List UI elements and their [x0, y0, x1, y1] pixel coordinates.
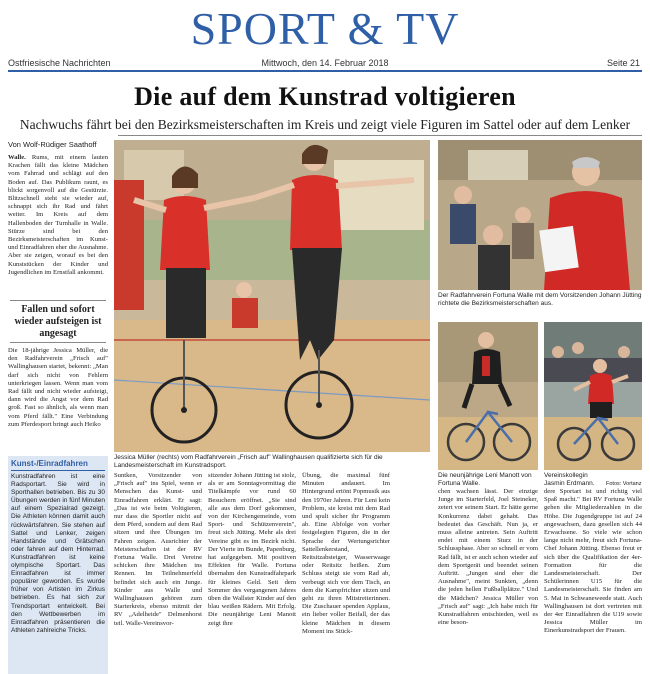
lead-text: Rums, mit einem lauten Krachen fällt das kleine Mädchen vom Fahrrad und schlägt auf den Boden auf. Das Publikum raunt, es blickt sorgenvoll auf die Gestürzte. Blitzschnell steht sie wieder auf, schnappt sich ihr Rad und fährt weiter. Im Kreis auf dem Hallenboden der Turnhalle in Walle. Stürze sind bei den Bezirksmeisterschaften im Kunst- und Einradfahren eher die Ausnahme. Aber sie zeigen, worauf es bei den Kunststücken der Kinder und Jugendlichen im Ernstfall ankommt.	[8, 154, 108, 276]
main-photo-caption: Jessica Müller (rechts) vom Radfahrverein „Frisch auf" Wallinghausen qualifizierte sich für die Landesmeisterschaft im Kunstradsport.	[114, 454, 383, 469]
info-box	[8, 456, 108, 674]
lead-paragraph	[8, 154, 108, 292]
headline: Die auf dem Kunstrad voltigieren	[134, 82, 516, 111]
dateline: Walle.	[8, 154, 26, 161]
pull-quote: Fallen und sofort wieder aufsteigen ist angesagt	[14, 304, 102, 339]
column-2-text: Suntken, Vorsitzender von „Frisch auf" ins Spiel, wenn er Menschen das Kunst- und Einradfahren erklärt. Er sagt: „Das ist wie beim Voltigieren, nur dass die Sportler nicht auf dem Pferd, sondern auf dem Rad sitzen und ihre Übungen im Fahren zeigen. Ausrichter der Meisterschaften ist der RV Fortuna Walle. Drei Vereine schicken ihre Mädchen ins Rennen. Im Teilnehmerfeld befindet sich auch ein Junge. Kinder aus Walle und Wallinghausen gehören zum Starterkreis, ebenso mitmit der RV „Adelheide" Delmenhorst teil. Walle-Vereinsvor-	[114, 472, 202, 627]
photo-leni	[438, 322, 538, 470]
issue-date: Mittwoch, den 14. Februar 2018	[261, 58, 389, 68]
paper-name: Ostfriesische Nachrichten	[8, 58, 111, 68]
subhead-rule	[118, 135, 642, 136]
subheadline: Nachwuchs fährt bei den Bezirksmeisterschaften im Kreis und zeigt viele Figuren im Sattel oder auf dem Lenker	[19, 117, 631, 132]
top-right-photo	[438, 140, 642, 290]
column-6-text: dere Sportart ist und richtig viel Spaß macht." Bei RV Fortuna Walle gehen die Mitgliederzahlen in die Höhe. Die Jugendgruppe ist auf 24 angewachsen, dazu gesellen sich 44 Erwachsene. So viele wie schon lange nicht mehr, freut sich Fortuna-Chef Johann Jütting. Ebenso freut er sich über die Qualifikation der 4er-Formation für die Landesmeisterschaft. Der Schülerinnen U15 für die Landesmeisterschaft. Sie finden am 5. Mai in Schwaneweede statt. Auch Wallinghausen ist dort vertreten mit der 4er Einradfahren die U19 sowie Jessica Müller im Einerkunstradsport der Frauen.	[544, 488, 642, 635]
column-3-text: sitzender Johann Jütting ist stolz, als er am Sonntagvormittag die Titelkämpfe vor rund 60 Besuchern eröffnet. „Sie sind alle aus dem Dorf gekommen, von der Kirchengemeinde, vom Sport- und Schützenverein", freut sich Jütting. Mehr als drei Vereine gibt es im Bezirk nicht. Der Vierte im Bunde, Papenburg, hat aufgegeben. Mit positiven Effekten für Walle. Fortuna übernahm den Kunstradfahrpark für kleines Geld. Seit dem Sommer des vergangenen Jahres üben die Wallster Kinder auf den blau weißen Rädern. Mit Erfolg. Die neunjährige Leni Manott zeigt ihre	[208, 472, 296, 627]
top-right-caption: Der Radfahrverein Fortuna Walle mit dem Vorsitzenden Johann Jütting richtete die Bezirksmeisterschaften aus.	[438, 292, 642, 307]
photo-credit: Fotos: Vortanz	[606, 481, 642, 487]
column-1-text: Die 18-jährige Jessica Müller, die den Radfahrverein „Frisch auf" Wallinghausen startet, bekennt: „Man darf sich nicht von Fehlern unterkriegen lassen. Wenn man vom Rad fällt und nicht wieder aufsteigt, dann wird die Angst vor dem Rad groß. Fast so ähnlich, als wenn man vom Pferd fällt." Eine Verbindung zum Pferdesport bringt auch Heiko	[8, 347, 108, 428]
callout-rule-top	[10, 300, 106, 301]
info-box-title: Kunst-/Einradfahren	[11, 459, 88, 468]
photo-jasmin	[544, 322, 642, 470]
main-photo	[114, 140, 430, 452]
masthead-title: SPORT & TV	[190, 3, 460, 54]
info-box-rule	[11, 470, 105, 471]
callout-rule-bottom	[10, 342, 106, 343]
column-5-text: chen wachsen lässt. Der einzige Junge im Starterfeld, Joel Steineker, zetert vor seinem Start. Er hätte gerne Konkurrenz dabei gehabt. Das bedeutet das Geschäft. Nun ja, er muss alleine antreten. Sein Auftritt endet mit einem Sturz in der Schlussphase. Aber so schnell er vom Rad fällt, ist er auch schon wieder auf dem Sportgerät und beendet seinen Auftritt. „Jungen sind eher die Ausnahme", meint Sunkten, „denn die jeden hellen Fußballplätze." Und die Mädchen? Jessica Müller von „Frisch auf" sagt: „Ich habe mich für Kunstradfahren entschieden, weil es eine beson-	[438, 488, 538, 627]
masthead-rule	[8, 70, 642, 72]
photo-leni-caption: Die neunjährige Leni Manott von Fortuna Walle.	[438, 472, 532, 487]
photo-jasmin-caption: Vereinskollegin Jasmin Erdmann.	[544, 472, 595, 487]
author-byline: Von Wolf-Rüdiger Saathoff	[8, 140, 97, 149]
info-box-text: Kunstradfahren ist eine Radsportart. Sie wird in Sporthallen betrieben. Bis zu 30 Übungen werden in fünf Minuten auf einem Spezialrad gezeigt. Die Athleten können damit auch rückwärtsfahren. Sie stehen auf Sattel und Lenker, zeigen Handstände und Grätschen oder fahren auf dem Hinterrad. Kunstradfahren ist keine olympische Sportart. Das Einradfahren ist immer populärer geworden. Es wurde früher von Artisten im Zirkus betrieben. Es hat sich zur Trendsportart entwickelt. Bei den Wettbewerben im Einradfahren präsentieren die Athleten zahlreiche Tricks.	[11, 473, 105, 634]
page-number: Seite 21	[606, 58, 640, 68]
column-4-text: Übung, die maximal fünf Minuten andauert. Im Hintergrund ertönt Popmusik aus den 1970er Jahren. Für Leni kein Problem, sie kreist mit dem Rad und spult sicher ihr Programm ab. Eine Abfolge von vorher festgelegten Figuren, die in der Sprache der Wertungsrichter Sattellenkerstand, Reitsitzabsteiger, Wasserwaage oder Reitsitz heißen. Zum Schluss steigt sie vom Rad ab, verbeugt sich vor dem Tisch, an dem die Kampfrichter sitzen und geht zu ihren Mitstreiterinnen. Die Zuschauer spenden Applaus, ein lieber voller Beifall, der das kleine Mädchen in diesem Moment ins Stück-	[302, 472, 390, 635]
